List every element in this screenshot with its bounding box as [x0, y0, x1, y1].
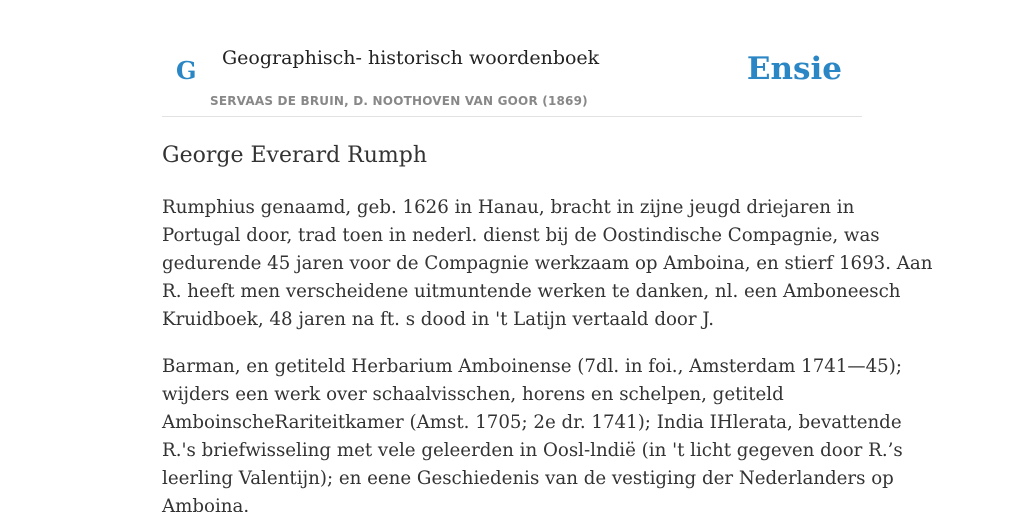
- text-line: Barman, en getiteld Herbarium Amboinense (7dl. in foi., Amsterdam 1741—45);: [162, 356, 902, 377]
- text-line: gedurende 45 jaren voor de Compagnie werkzaam op Amboina, en stierf 1693. Aan: [162, 253, 933, 274]
- article-title: George Everard Rumph: [162, 143, 428, 168]
- article-body: [162, 194, 933, 512]
- book-title-link[interactable]: Geographisch- historisch woordenboek: [222, 47, 600, 69]
- text-line: Portugal door, trad toen in nederl. dienst bij de Oostindische Compagnie, was: [162, 225, 880, 246]
- text-line: leerling Valentijn); en eene Geschiedenis van de vestiging der Nederlanders op: [162, 468, 894, 489]
- book-letter-icon[interactable]: G: [176, 56, 197, 85]
- paragraph: [162, 194, 933, 334]
- text-line: Amboina.: [162, 496, 250, 512]
- text-line: Rumphius genaamd, geb. 1626 in Hanau, bracht in zijne jeugd driejaren in: [162, 197, 855, 218]
- text-line: R. heeft men verscheidene uitmuntende werken te danken, nl. een Amboneesch: [162, 281, 901, 302]
- paragraph: [162, 353, 903, 512]
- text-line: Kruidboek, 48 jaren na ft. s dood in 't Latijn vertaald door J.: [162, 309, 715, 330]
- ensie-logo[interactable]: Ensie: [746, 51, 842, 87]
- text-line: wijders een werk over schaalvisschen, horens en schelpen, getiteld: [162, 384, 784, 405]
- book-author: SERVAAS DE BRUIN, D. NOOTHOVEN VAN GOOR (1869): [210, 94, 588, 108]
- text-line: AmboinscheRariteitkamer (Amst. 1705; 2e dr. 1741); India IHlerata, bevattende: [162, 412, 902, 433]
- page-header: [162, 0, 862, 117]
- text-line: R.'s briefwisseling met vele geleerden in Oosl-lndië (in 't licht gegeven door R.’s: [162, 440, 903, 461]
- page-container: [162, 0, 933, 512]
